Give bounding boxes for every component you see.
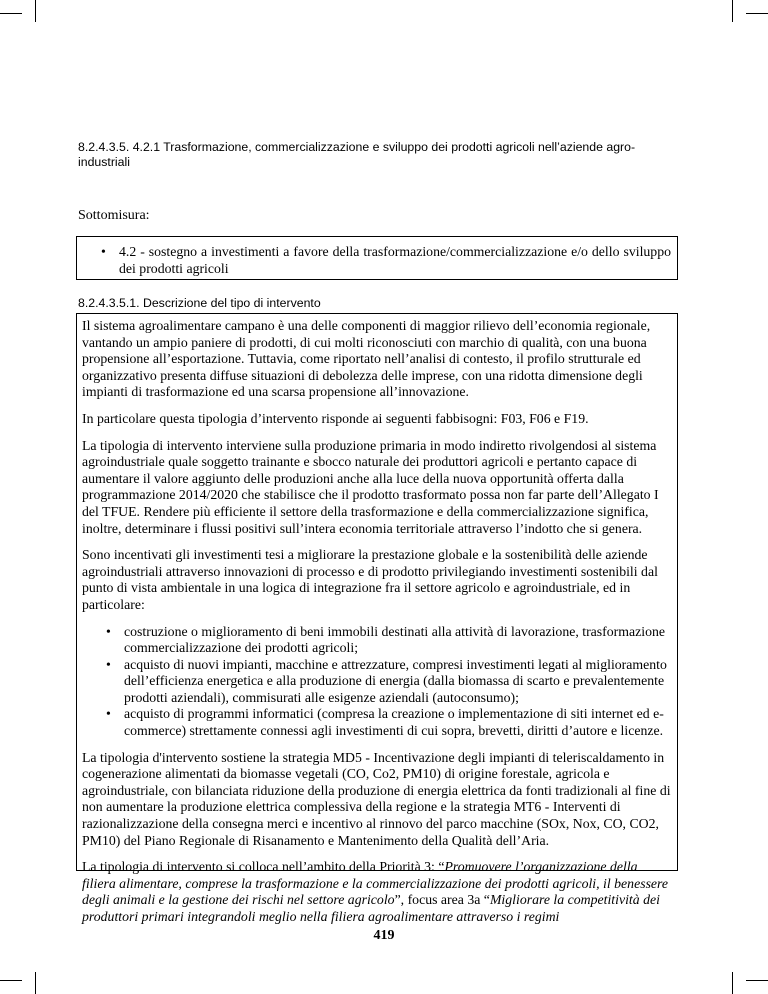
list-item-text: acquisto di nuovi impianti, macchine e attrezzature, compresi investimenti legati al miglioramento dell’efficienza energetica e alla produzione di energia (dalla biomassa di scarto e prevalentemente prodotti aziendali), commisurati alle esigenze aziendali (autoconsumo); <box>124 656 667 705</box>
description-content <box>82 318 674 936</box>
paragraph: La tipologia di intervento interviene sulla produzione primaria in modo indiretto rivolgendosi al sistema agroindustriale quale soggetto trainante e sbocco naturale dei produttori agricoli e pertanto capace di aumentare il valore aggiunto delle produzioni anche alla luce della nuova opportunità offerta dalla programmazione 2014/2020 che stabilisce che il prodotto trasformato possa non far parte dell’Allegato I del TFUE. Rendere più efficiente il settore della trasformazione e della commercializzazione significa, inoltre, determinare i flussi positivi sull’intera economia territoriale attraverso l’indotto che si genera. <box>82 437 659 536</box>
priority-quote: Promuovere l’organizzazione della filiera alimentare, comprese la trasformazione e la commercializzazione dei prodotti agricoli, il benessere degli animali e la gestione dei rischi nel settore agricolo <box>82 859 669 908</box>
paragraph: Il sistema agroalimentare campano è una delle componenti di maggior rilievo dell’economia regionale, vantando un ampio paniere di prodotti, di cui molti riconosciuti con marchio di qualità, con una buona propensione all’esportazione. Tuttavia, come riportato nell’analisi di contesto, il profilo strutturale ed organizzativo presenta diffuse situazioni di debolezza delle imprese, con una ridotta dimensione degli impianti di trasformazione ed una scarsa propensione all’innovazione. <box>82 318 651 400</box>
crop-mark <box>732 972 733 994</box>
bullet-icon: • <box>101 244 106 259</box>
crop-mark <box>35 972 36 994</box>
bullet-icon: • <box>106 623 111 639</box>
sottomisura-item: 4.2 - sostegno a investimenti a favore della trasformazione/commercializzazione e/o dello sviluppo dei prodotti agricoli <box>119 244 671 276</box>
paragraph: La tipologia d'intervento sostiene la strategia MD5 - Incentivazione degli impianti di teleriscaldamento in cogenerazione alimentati da biomasse vegetali (CO, Co2, PM10) di origine forestale, agricola e agroindustriale, con bilanciata riduzione della produzione di energia elettrica da fonti tradizionali al fine di non aumentare la produzione elettrica complessiva della regione e la strategia MT6 - Interventi di razionalizzazione della consegna merci e incentivo al rinnovo del parco macchine (SOx, Nox, CO, CO2, PM10) del Piano Regionale di Risanamento e Mantenimento della Qualità dell’Aria. <box>82 749 671 848</box>
bullet-icon: • <box>106 656 111 672</box>
paragraph: Sono incentivati gli investimenti tesi a migliorare la prestazione globale e la sostenibilità delle aziende agroindustriali attraverso innovazioni di processo e di prodotto privilegiando investimenti sostenibili dal punto di vista ambientale in una logica di integrazione fra il settore agricolo e agroindustriale, ed in particolare: <box>82 547 658 612</box>
description-box <box>76 313 678 924</box>
page-heading: 8.2.4.3.5. 4.2.1 Trasformazione, commercializzazione e sviluppo dei prodotti agricoli nell’aziende agro-industriali <box>78 140 636 169</box>
paragraph <box>82 859 674 925</box>
page-number: 419 <box>373 928 395 943</box>
crop-mark <box>746 980 768 981</box>
crop-mark <box>0 980 22 981</box>
list-item-text: costruzione o miglioramento di beni immobili destinati alla attività di lavorazione, trasformazione commercializzazione dei prodotti agricoli; <box>124 623 665 656</box>
list-item-text: acquisto di programmi informatici (compresa la creazione o implementazione di siti internet ed e-commerce) strettamente connessi agli investimenti di cui sopra, brevetti, diritti d’autore e licenze. <box>124 706 664 739</box>
bullet-icon: • <box>106 706 111 722</box>
crop-mark <box>0 13 22 14</box>
crop-mark <box>746 13 768 14</box>
sottomisura-label: Sottomisura: <box>78 208 150 223</box>
list-item <box>82 624 674 657</box>
list-item <box>82 706 674 739</box>
investment-list <box>82 624 674 740</box>
focus-area-quote: Migliorare la competitività dei produttori primari integrandoli meglio nella filiera agroalimentare attraverso i regimi <box>82 892 660 924</box>
priority-text-start: La tipologia di intervento si colloca nell’ambito della Priorità 3: “ <box>82 859 445 875</box>
section-heading: 8.2.4.3.5.1. Descrizione del tipo di intervento <box>78 296 321 310</box>
focus-area-text: ”, focus area 3a “ <box>394 892 490 908</box>
paragraph: In particolare questa tipologia d’intervento risponde ai seguenti fabbisogni: F03, F06 e F19. <box>82 410 589 426</box>
crop-mark <box>732 0 733 22</box>
crop-mark <box>35 0 36 22</box>
sottomisura-box <box>76 236 678 280</box>
list-item <box>82 657 674 707</box>
